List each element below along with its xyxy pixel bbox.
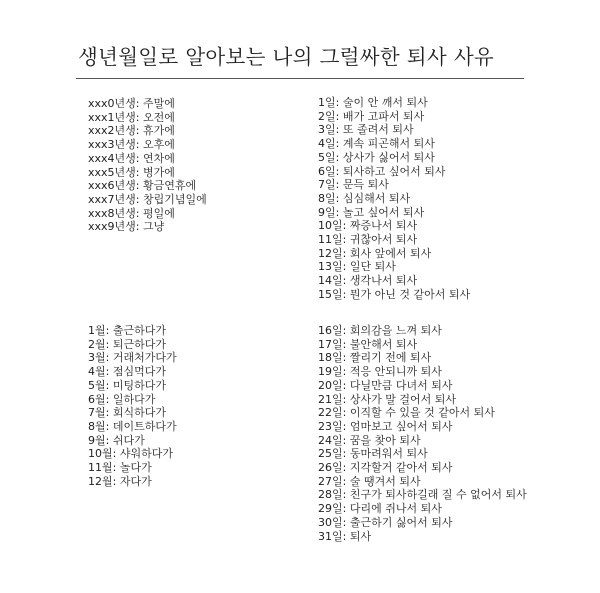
birth-day-item: 15일: 뭔가 아닌 것 같아서 퇴사 [318, 287, 471, 301]
birth-day-item: 26일: 지각할거 같아서 퇴사 [318, 461, 453, 475]
birth-day-item: 27일: 술 땡겨서 퇴사 [318, 474, 421, 488]
birth-day-item: 11일: 귀찮아서 퇴사 [318, 233, 418, 247]
birth-day-item: 4일: 계속 피곤해서 퇴사 [318, 137, 435, 151]
title-divider [76, 78, 524, 79]
birth-day-item: 23일: 엄마보고 싶어서 퇴사 [318, 419, 453, 433]
birth-day-list-second [318, 324, 527, 543]
birth-month-item: 2월: 퇴근하다가 [88, 337, 166, 351]
birth-day-item: 1일: 술이 안 깨서 퇴사 [318, 96, 428, 109]
birth-day-item: 21일: 상사가 말 걸어서 퇴사 [318, 392, 456, 406]
birth-year-item: xxx7년생: 창립기념일에 [88, 192, 207, 206]
birth-day-item: 20일: 다닐만큼 다녀서 퇴사 [318, 378, 453, 392]
birth-month-item: 3월: 거래처가다가 [88, 351, 177, 365]
birth-day-item: 22일: 이직할 수 있을 것 같아서 퇴사 [318, 406, 495, 420]
birth-day-item: 18일: 짤리기 전에 퇴사 [318, 351, 432, 365]
birth-year-item: xxx3년생: 오후에 [88, 138, 175, 152]
birth-year-item: xxx6년생: 황금연휴에 [88, 179, 197, 193]
birth-day-item: 13일: 일단 퇴사 [318, 260, 396, 274]
birth-year-item: xxx8년생: 평일에 [88, 206, 175, 220]
birth-day-item: 24일: 꿈을 찾아 퇴사 [318, 433, 421, 447]
birth-month-item: 10월: 샤워하다가 [88, 447, 173, 461]
birth-day-item: 16일: 회의감을 느껴 퇴사 [318, 324, 442, 337]
birth-month-item: 6월: 일하다가 [88, 392, 156, 406]
birth-month-item: 11월: 놀다가 [88, 461, 152, 475]
birth-day-item: 6일: 퇴사하고 싶어서 퇴사 [318, 164, 446, 178]
birth-day-item: 31일: 퇴사 [318, 529, 372, 543]
birth-day-item: 9일: 놀고 싶어서 퇴사 [318, 205, 425, 219]
birth-day-item: 19일: 적응 안되니까 퇴사 [318, 365, 442, 379]
page-title: 생년월일로 알아보는 나의 그럴싸한 퇴사 사유 [78, 45, 495, 69]
birth-month-item: 8월: 데이트하다가 [88, 419, 177, 433]
birth-year-item: xxx9년생: 그냥 [88, 220, 165, 234]
birth-day-item: 28일: 친구가 퇴사하길래 질 수 없어서 퇴사 [318, 488, 527, 502]
birth-month-item: 7월: 회식하다가 [88, 406, 166, 420]
birth-day-item: 17일: 불안해서 퇴사 [318, 337, 418, 351]
birth-day-item: 3일: 또 졸려서 퇴사 [318, 123, 414, 137]
birth-year-item: xxx0년생: 주말에 [88, 97, 175, 110]
birth-day-item: 25일: 동마려워서 퇴사 [318, 447, 428, 461]
birth-month-item: 1월: 출근하다가 [88, 324, 166, 337]
birth-month-item: 12월: 자다가 [88, 474, 152, 488]
birth-day-item: 5일: 상사가 싫어서 퇴사 [318, 150, 435, 164]
birth-day-item: 30일: 출근하기 싫어서 퇴사 [318, 515, 453, 529]
birth-year-item: xxx2년생: 휴가에 [88, 124, 175, 138]
birth-month-list [88, 324, 177, 488]
birth-day-item: 8일: 심심해서 퇴사 [318, 191, 411, 205]
birth-year-item: xxx5년생: 병가에 [88, 165, 175, 179]
birth-day-item: 12일: 회사 앞에서 퇴사 [318, 246, 432, 260]
birth-year-list [88, 97, 207, 234]
birth-month-item: 9월: 쉬다가 [88, 433, 145, 447]
birth-year-item: xxx4년생: 연차에 [88, 151, 175, 165]
birth-year-item: xxx1년생: 오전에 [88, 110, 175, 124]
birth-day-item: 14일: 생각나서 퇴사 [318, 274, 418, 288]
birth-month-item: 5월: 미팅하다가 [88, 378, 166, 392]
birth-day-item: 2일: 배가 고파서 퇴사 [318, 109, 425, 123]
birth-month-item: 4월: 점심먹다가 [88, 365, 166, 379]
birth-day-list-first [318, 96, 470, 302]
birth-day-item: 29일: 다리에 쥐나서 퇴사 [318, 502, 442, 516]
birth-day-item: 7일: 문득 퇴사 [318, 178, 389, 192]
birth-day-item: 10일: 짜증나서 퇴사 [318, 219, 418, 233]
